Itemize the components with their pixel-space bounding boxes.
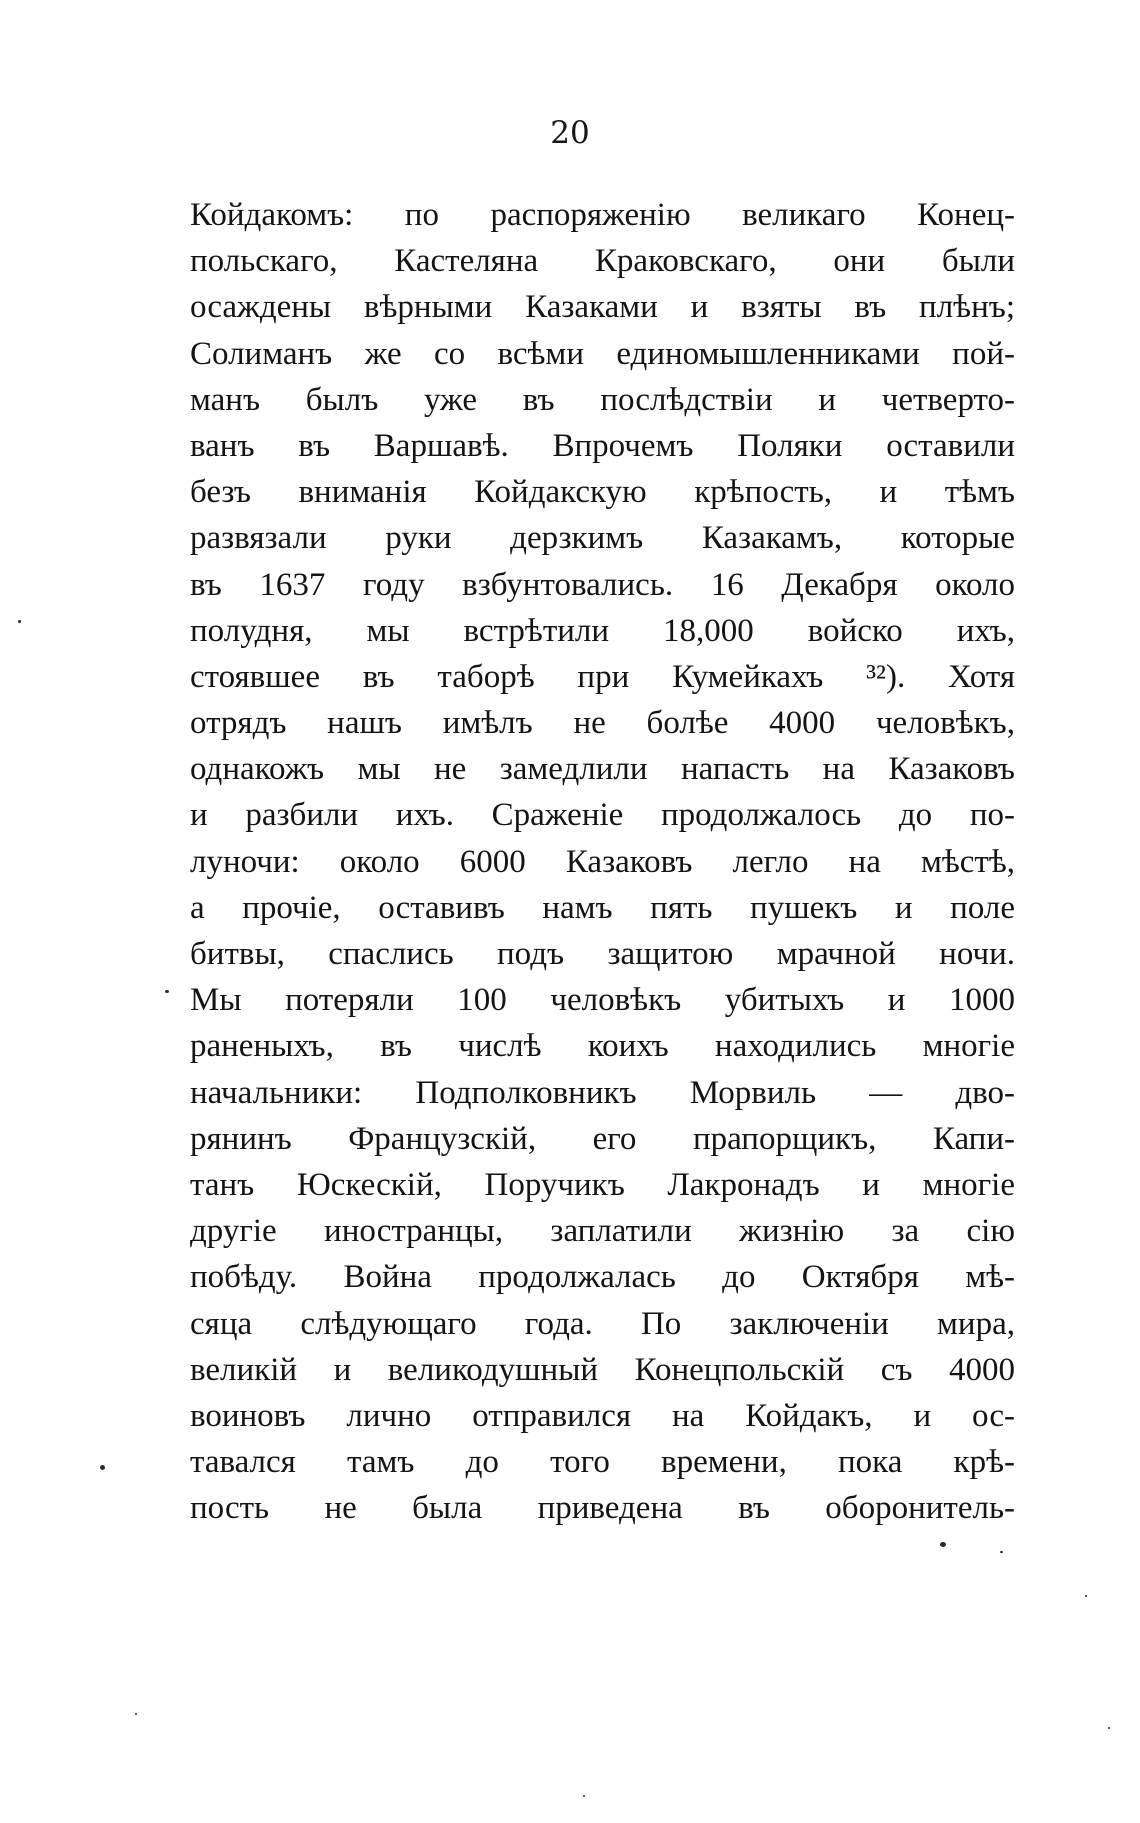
scan-speck (583, 1795, 585, 1797)
text-line: и разбили ихъ. Сраженіе продолжалось до по- (190, 797, 1015, 834)
text-line: рянинъ Французскій, его прапорщикъ, Капи- (190, 1120, 1015, 1157)
text-line: Мы потеряли 100 человѣкъ убитыхъ и 1000 (190, 982, 1015, 1019)
scan-speck (135, 1713, 137, 1715)
text-line: безъ вниманія Койдакскую крѣпость, и тѣмъ (190, 474, 1015, 511)
text-line: осаждены вѣрными Казаками и взяты въ плѣнъ; (190, 289, 1015, 326)
text-line: Солиманъ же со всѣми единомышленниками пой- (190, 335, 1015, 372)
text-line: битвы, спаслись подъ защитою мрачной ночи. (190, 936, 1015, 972)
text-line: великій и великодушный Конецпольскій съ 4000 (190, 1351, 1015, 1388)
text-line: стоявшее въ таборѣ при Кумейкахъ ³²). Хотя (190, 658, 1015, 695)
text-line: полудня, мы встрѣтили 18,000 войско ихъ, (190, 612, 1015, 649)
page-number: 20 (550, 115, 590, 151)
text-line: манъ былъ уже въ послѣдствіи и четверто- (190, 381, 1015, 418)
text-line: пость не была приведена въ оборонитель- (190, 1490, 1015, 1527)
scan-speck (1108, 1727, 1110, 1729)
text-line: другіе иностранцы, заплатили жизнію за сію (190, 1213, 1015, 1250)
text-line: однакожъ мы не замедлили напасть на Казаковъ (190, 751, 1015, 788)
text-line: а прочіе, оставивъ намъ пять пушекъ и поле (190, 889, 1015, 926)
text-line: ванъ въ Варшавѣ. Впрочемъ Поляки оставили (190, 427, 1015, 464)
text-line: Койдакомъ: по распоряженію великаго Конец- (190, 197, 1015, 233)
scan-speck (1085, 1595, 1087, 1597)
text-line: воиновъ лично отправился на Койдакъ, и ос- (190, 1397, 1015, 1434)
scan-speck (1000, 1551, 1003, 1553)
text-line: танъ Юскескій, Поручикъ Лакронадъ и многіе (190, 1166, 1015, 1203)
scan-speck (100, 1465, 105, 1470)
text-line: въ 1637 году взбунтовались. 16 Декабря около (190, 566, 1015, 603)
scan-speck (940, 1542, 946, 1547)
text-line: сяца слѣдующаго года. По заключеніи мира, (190, 1305, 1015, 1342)
text-line: развязали руки дерзкимъ Казакамъ, которые (190, 520, 1015, 557)
text-line: польскаго, Кастеляна Краковскаго, они были (190, 243, 1015, 280)
text-line: луночи: около 6000 Казаковъ легло на мѣстѣ, (190, 843, 1015, 880)
scan-speck (165, 990, 169, 993)
body-text (190, 192, 1015, 1531)
text-line: побѣду. Война продолжалась до Октября мѣ- (190, 1259, 1015, 1296)
text-line: тавался тамъ до того времени, пока крѣ- (190, 1444, 1015, 1481)
text-line: начальники: Подполковникъ Морвиль — дво- (190, 1074, 1015, 1111)
text-line: раненыхъ, въ числѣ коихъ находились многіе (190, 1028, 1015, 1065)
text-line: отрядъ нашъ имѣлъ не болѣе 4000 человѣкъ, (190, 705, 1015, 742)
scan-speck (18, 620, 21, 623)
